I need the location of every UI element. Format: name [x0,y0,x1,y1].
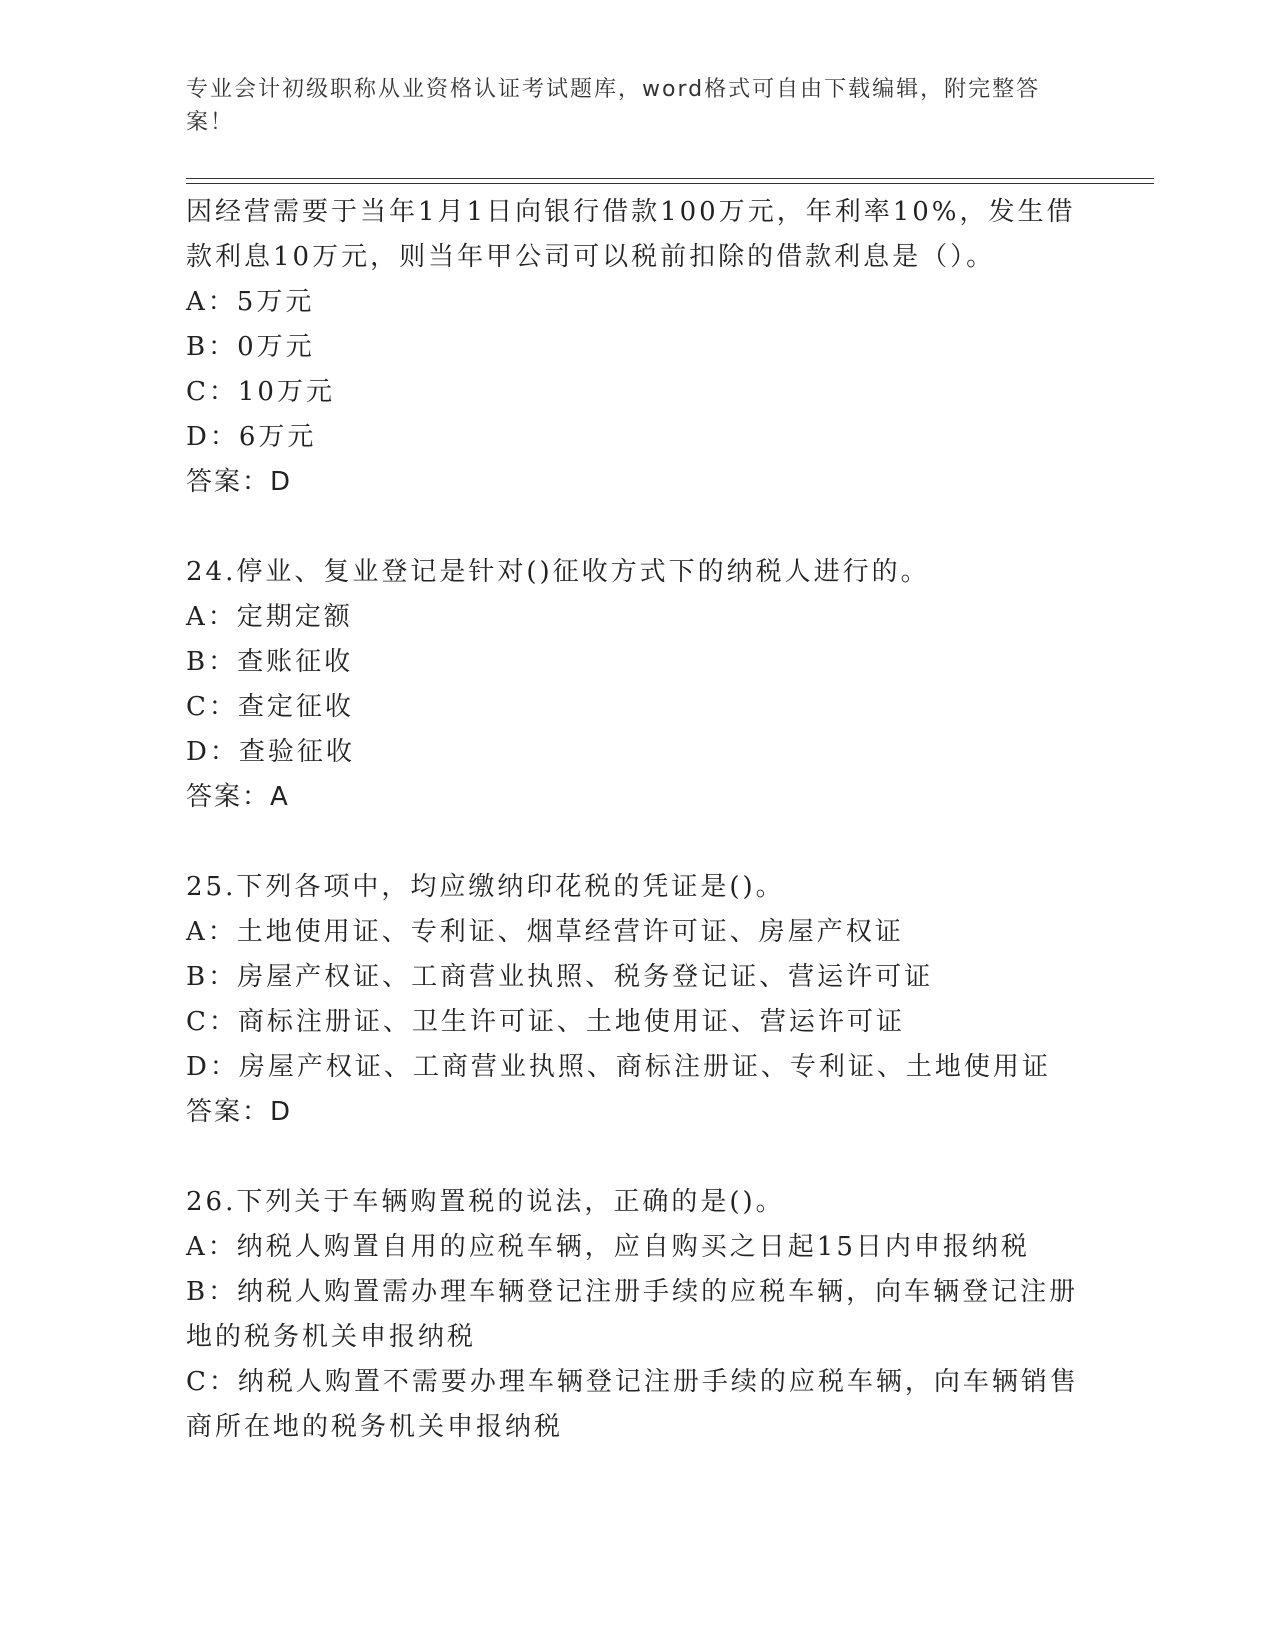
question-stem-line: 款利息10万元，则当年甲公司可以税前扣除的借款利息是（）。 [186,242,996,272]
question-block [186,550,1086,820]
option-a: A：纳税人购置自用的应税车辆，应自购买之日起15日内申报纳税 [186,1232,1030,1262]
option-c: C：纳税人购置不需要办理车辆登记注册手续的应税车辆，向车辆销售 [186,1367,1079,1397]
option-b: B：纳税人购置需办理车辆登记注册手续的应税车辆，向车辆登记注册 [186,1277,1079,1307]
option-d: D：查验征收 [186,737,355,767]
option-a: A：定期定额 [186,602,353,632]
option-b: B：查账征收 [186,647,354,677]
option-b-continued: 地的税务机关申报纳税 [186,1322,477,1352]
question-block [186,190,1086,505]
question-stem-line: 24.停业、复业登记是针对()征收方式下的纳税人进行的。 [186,557,930,587]
option-b: B：0万元 [186,332,315,362]
option-c: C：10万元 [186,377,335,407]
question-list [186,190,1086,1495]
option-d: D：6万元 [186,422,317,452]
question-stem-line: 26.下列关于车辆购置税的说法，正确的是()。 [186,1187,785,1217]
header-divider-top [186,178,1154,179]
option-a: A：5万元 [186,287,315,317]
question-block [186,1180,1086,1450]
header-divider-bottom [186,183,1154,184]
answer-line: 答案：A [186,782,290,812]
question-block [186,865,1086,1135]
option-d: D：房屋产权证、工商营业执照、商标注册证、专利证、土地使用证 [186,1052,1051,1082]
answer-line: 答案：D [186,1097,293,1127]
option-c-continued: 商所在地的税务机关申报纳税 [186,1412,564,1442]
option-a: A：土地使用证、专利证、烟草经营许可证、房屋产权证 [186,917,904,947]
option-b: B：房屋产权证、工商营业执照、税务登记证、营运许可证 [186,962,934,992]
question-stem-line: 因经营需要于当年1月1日向银行借款100万元，年利率10%，发生借 [186,197,1076,227]
question-stem-line: 25.下列各项中，均应缴纳印花税的凭证是()。 [186,872,785,902]
answer-line: 答案：D [186,467,293,497]
header-note: 专业会计初级职称从业资格认证考试题库，word格式可自由下载编辑，附完整答案！ [186,77,1041,135]
option-c: C：商标注册证、卫生许可证、土地使用证、营运许可证 [186,1007,905,1037]
option-c: C：查定征收 [186,692,354,722]
